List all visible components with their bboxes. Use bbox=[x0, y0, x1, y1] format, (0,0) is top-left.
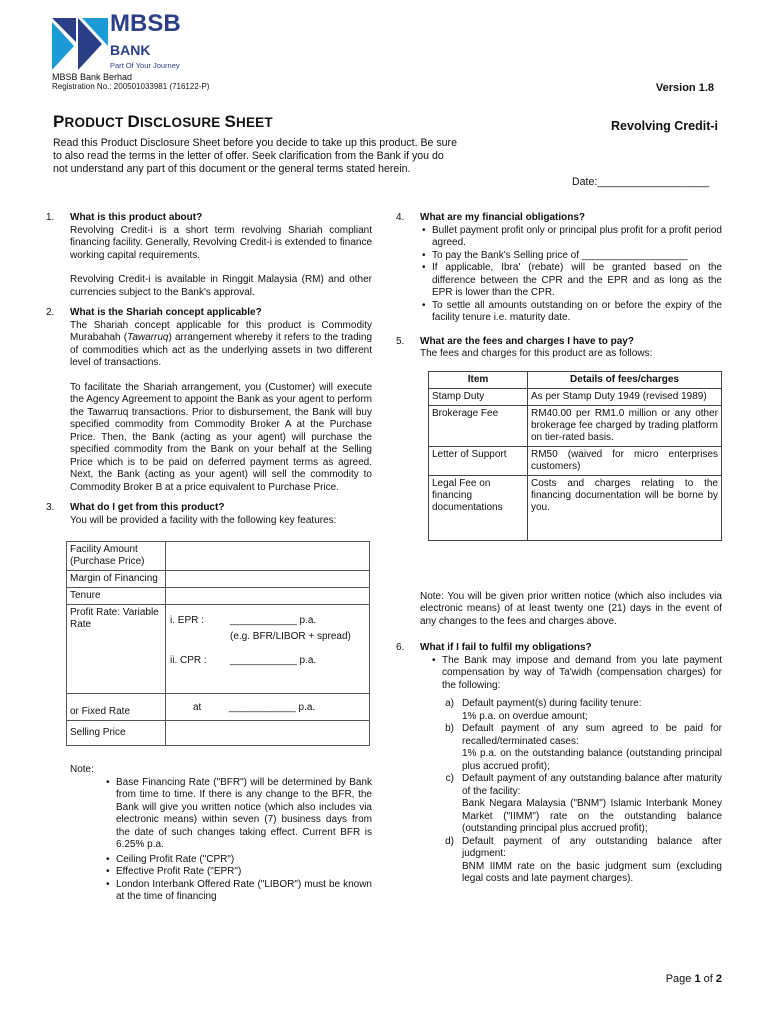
epr-example: (e.g. BFR/LIBOR + spread) bbox=[230, 631, 351, 642]
section-paragraph: Revolving Credit-i is a short term revolving Shariah compliant financing facility. Generally, Revolving Credit-i is extended to finance working capital requirements. bbox=[70, 224, 373, 261]
fees-table bbox=[428, 371, 722, 541]
item-detail: 1% p.a. on overdue amount; bbox=[462, 710, 588, 722]
list-item: • The Bank may impose and demand from you late payment compensation by way of Ta'widh (compensation charges) for the following: bbox=[442, 655, 722, 693]
item-title: Default payment of any outstanding balance after judgment: bbox=[462, 835, 722, 859]
epr-value: ____________ p.a. bbox=[230, 615, 317, 626]
logo-bank: BANK bbox=[110, 42, 151, 58]
table-row bbox=[429, 446, 722, 475]
section-title: What do I get from this product? bbox=[70, 502, 225, 513]
table-cell: Stamp Duty bbox=[429, 388, 528, 405]
cpr-label: ii. CPR : bbox=[170, 655, 207, 666]
table-cell: Facility Amount (Purchase Price) bbox=[67, 542, 166, 571]
item-title: Default payment of any outstanding balance after maturity of the facility: bbox=[462, 773, 722, 797]
table-cell bbox=[166, 721, 370, 746]
right-column bbox=[396, 212, 722, 886]
list-item: • To settle all amounts outstanding on or before the expiry of the facility tenure i.e. maturity date. bbox=[432, 300, 722, 325]
mbsb-logo-mark-icon bbox=[52, 18, 112, 70]
item-title: Default payment(s) during facility tenure: bbox=[462, 698, 642, 709]
item-detail: 1% p.a. on the outstanding balance (outstanding principal plus accrued profit); bbox=[462, 748, 722, 772]
section-3 bbox=[46, 502, 372, 527]
title-letter-p: P bbox=[53, 112, 65, 131]
para-part: ) arrangement whereby it refers to the trading of commodities which act as the underlying assets in two different level of transactions. bbox=[70, 332, 373, 368]
table-row bbox=[67, 571, 370, 588]
table-cell: As per Stamp Duty 1949 (revised 1989) bbox=[528, 388, 722, 405]
section-number: 2. bbox=[46, 307, 55, 318]
section-number: 1. bbox=[46, 212, 55, 223]
product-name: Revolving Credit-i bbox=[611, 119, 718, 133]
logo-brand: MBSB bbox=[110, 10, 181, 37]
section-number: 3. bbox=[46, 502, 55, 513]
page-current: 1 bbox=[694, 973, 701, 985]
table-cell bbox=[166, 694, 370, 721]
left-column bbox=[46, 212, 372, 904]
notes-block bbox=[66, 764, 372, 904]
table-cell bbox=[166, 588, 370, 605]
key-features-table bbox=[66, 541, 370, 746]
default-items-list bbox=[420, 698, 722, 886]
item-key: a) bbox=[445, 698, 454, 709]
table-header: Details of fees/charges bbox=[528, 371, 722, 388]
list-item bbox=[420, 773, 722, 836]
section-title: What is the Shariah concept applicable? bbox=[70, 307, 262, 318]
table-cell: Tenure bbox=[67, 588, 166, 605]
table-cell: Profit Rate: Variable Rate bbox=[67, 605, 166, 694]
table-header-row bbox=[429, 371, 722, 388]
section-5 bbox=[396, 336, 722, 541]
list-item: • Ceiling Profit Rate ("CPR") bbox=[116, 854, 372, 867]
table-row bbox=[429, 388, 722, 405]
item-key: b) bbox=[445, 723, 454, 734]
item-detail: BNM IIMM rate on the basic judgment sum (excluding legal costs and late payment charges). bbox=[462, 860, 722, 884]
table-header: Item bbox=[429, 371, 528, 388]
section-number: 6. bbox=[396, 642, 405, 653]
para-italic: Tawarruq bbox=[127, 332, 169, 343]
list-item: • Base Financing Rate ("BFR") will be determined by Bank from time to time. If there is any change to the BFR, the Bank will give you written notice (which also includes via electronic means) within seven (7) business days from the date of such changes taking effect. Current BFR is 6.25% p.a. bbox=[116, 777, 372, 852]
table-cell: Margin of Financing bbox=[67, 571, 166, 588]
registration-number: Registration No.: 200501033981 (716122-P) bbox=[52, 82, 210, 91]
notes-list bbox=[66, 777, 372, 904]
list-item: • Bullet payment profit only or principal plus profit for a profit period agreed. bbox=[432, 225, 722, 250]
section-1 bbox=[46, 212, 372, 299]
title-letter-d: D bbox=[127, 112, 140, 131]
section-2 bbox=[46, 307, 372, 494]
date-field: Date:___________________ bbox=[572, 176, 710, 188]
fees-note: Note: You will be given prior written notice (which also includes via electronic means) of at least twenty one (21) days in the event of any changes to the fees and charges above. bbox=[420, 590, 722, 627]
item-key: d) bbox=[445, 835, 454, 847]
table-cell bbox=[166, 605, 370, 694]
title-part-1: RODUCT bbox=[64, 115, 128, 130]
compensation-list bbox=[420, 655, 722, 693]
section-title: What are my financial obligations? bbox=[420, 212, 586, 223]
list-item: • London Interbank Offered Rate ("LIBOR") must be known at the time of financing bbox=[116, 879, 372, 904]
table-cell: Selling Price bbox=[67, 721, 166, 746]
table-row bbox=[67, 588, 370, 605]
list-item bbox=[420, 836, 722, 886]
table-cell: Brokerage Fee bbox=[429, 405, 528, 446]
title-part-3: HEET bbox=[236, 115, 273, 130]
epr-label: i. EPR : bbox=[170, 615, 204, 626]
company-name: MBSB Bank Berhad bbox=[52, 72, 133, 82]
list-item bbox=[420, 698, 722, 723]
table-cell: Costs and charges relating to the financing documentation will be borne by you. bbox=[528, 475, 722, 540]
table-row bbox=[429, 475, 722, 540]
item-key: c) bbox=[445, 773, 454, 784]
page-total: 2 bbox=[715, 973, 722, 985]
table-cell: Legal Fee on financing documentations bbox=[429, 475, 528, 540]
version-label: Version 1.8 bbox=[655, 82, 714, 94]
list-item: • If applicable, Ibra' (rebate) will be granted based on the difference between the CPR and the EPR and as long as the EPR is lower than the CPR. bbox=[432, 262, 722, 300]
section-4 bbox=[396, 212, 722, 325]
table-cell bbox=[166, 542, 370, 571]
table-row bbox=[67, 694, 370, 721]
fixed-value: ____________ p.a. bbox=[229, 702, 316, 713]
table-row bbox=[67, 542, 370, 571]
cpr-value: ____________ p.a. bbox=[230, 655, 317, 666]
section-title: What is this product about? bbox=[70, 212, 203, 223]
section-title: What if I fail to fulfil my obligations? bbox=[420, 642, 592, 653]
section-paragraph: Revolving Credit-i is available in Ringgit Malaysia (RM) and other currencies subject to the Bank's approval. bbox=[70, 274, 372, 298]
table-cell: RM50 (waived for micro enterprises customers) bbox=[528, 446, 722, 475]
logo-tagline: Part Of Your Journey bbox=[110, 61, 180, 70]
table-cell: or Fixed Rate bbox=[67, 694, 166, 721]
section-paragraph bbox=[70, 320, 372, 370]
page-number bbox=[666, 973, 722, 986]
list-item bbox=[420, 723, 722, 773]
section-paragraph: The fees and charges for this product are as follows: bbox=[420, 348, 653, 359]
fixed-at-label: at bbox=[193, 702, 202, 713]
section-number: 5. bbox=[396, 335, 405, 347]
page-prefix: Page bbox=[665, 973, 695, 985]
table-row bbox=[67, 605, 370, 694]
intro-text: Read this Product Disclosure Sheet before you decide to take up this product. Be sure to also read the terms in the letter of offer. Seek clarification from the Bank if you do not understand any part of this document or the general terms stated herein. bbox=[53, 137, 457, 175]
title-part-2: ISCLOSURE bbox=[139, 115, 225, 130]
page-of: of bbox=[700, 973, 716, 985]
list-item: • Effective Profit Rate ("EPR") bbox=[116, 866, 372, 879]
list-item: • To pay the Bank's Selling price of ___________________ bbox=[432, 250, 722, 263]
mbsb-logo bbox=[52, 10, 232, 93]
obligations-list bbox=[420, 225, 722, 325]
section-title: What are the fees and charges I have to pay? bbox=[420, 335, 634, 347]
table-cell bbox=[166, 571, 370, 588]
title-letter-s: S bbox=[224, 112, 236, 131]
table-row bbox=[429, 405, 722, 446]
table-cell: Letter of Support bbox=[429, 446, 528, 475]
section-paragraph: To facilitate the Shariah arrangement, you (Customer) will execute the Agency Agreement to appoint the Bank as your agent to perform the Tawarruq transactions. Prior to disbursement, the Bank will buy specified commodity from Commodity Broker A at the Purchase Price. Then, the Bank (acting as your agent) will purchase the specified commodity from the Bank on your behalf at the Selling Price which is to be paid on deferred payment terms as agreed. Next, the Bank (acting as your agent) will sell the commodity to Commodity Broker B at a price equivalent to Purchase Price. bbox=[70, 381, 372, 493]
notes-label: Note: bbox=[70, 764, 94, 775]
item-detail: Bank Negara Malaysia ("BNM") Islamic Interbank Money Market ("IIMM") rate on the outstanding balance (outstanding principal plus accrued profit); bbox=[462, 798, 722, 834]
section-number: 4. bbox=[396, 212, 405, 223]
item-title: Default payment of any sum agreed to be paid for recalled/terminated cases: bbox=[462, 723, 722, 747]
para-part: The Shariah concept applicable for this product is Commodity Murabahah ( bbox=[70, 319, 372, 343]
table-cell: RM40.00 per RM1.0 million or any other brokerage fee charged by trading platform on tier-rated basis. bbox=[528, 405, 722, 446]
table-row bbox=[67, 721, 370, 746]
page-title bbox=[53, 112, 273, 131]
section-paragraph: You will be provided a facility with the following key features: bbox=[70, 514, 337, 526]
section-6 bbox=[396, 642, 722, 886]
